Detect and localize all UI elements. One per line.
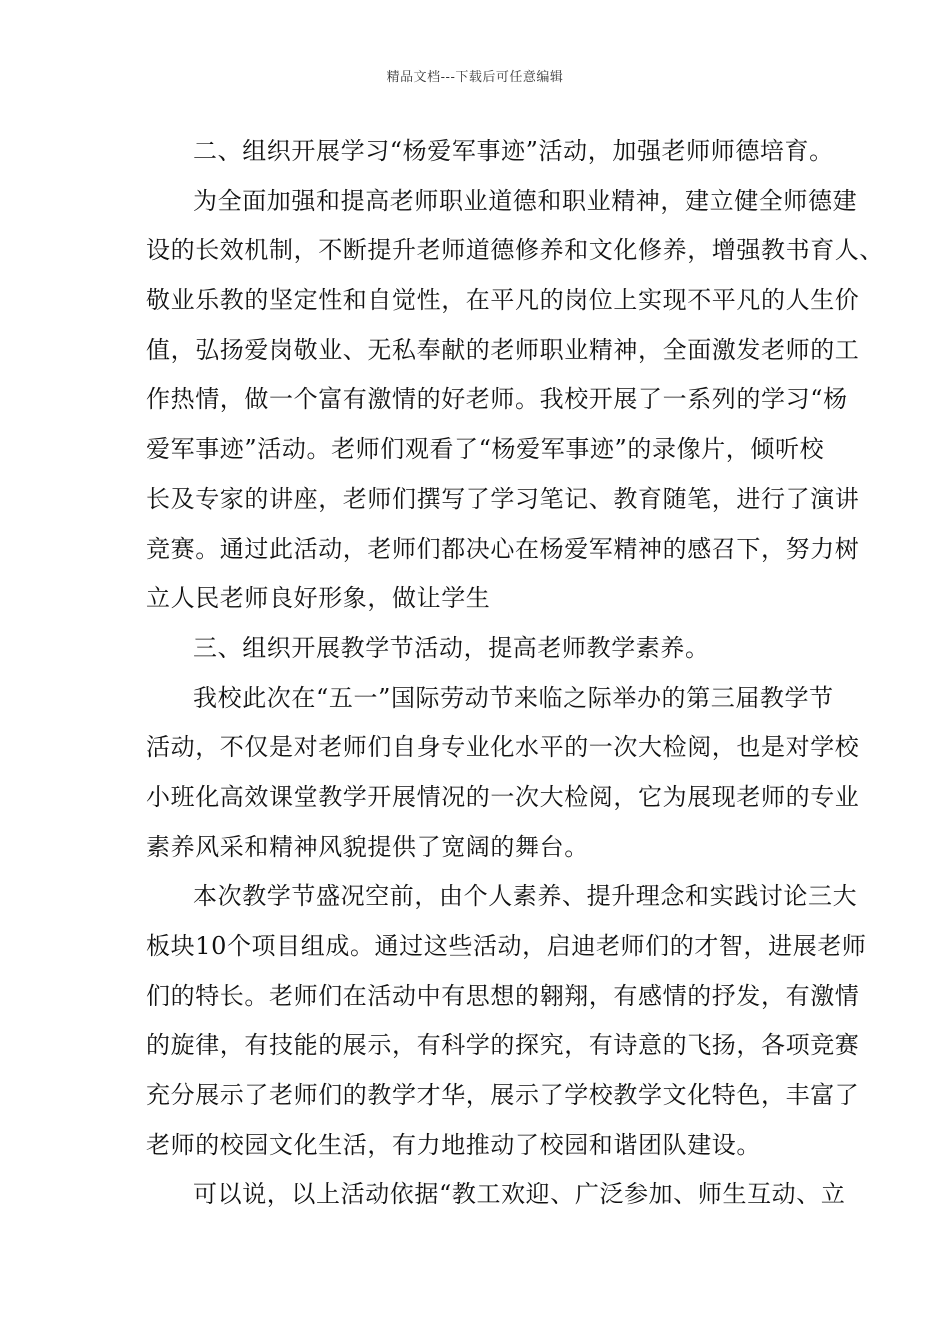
- text-line: 本次教学节盛况空前，由个人素养、提升理念和实践讨论三大: [193, 882, 858, 911]
- text-line: 板块10个项目组成。通过这些活动，启迪老师们的才智，进展老师: [146, 932, 867, 960]
- text-line: 我校此次在“五一”国际劳动节来临之际举办的第三届教学节: [193, 683, 834, 712]
- text-line: 竞赛。通过此活动，老师们都决心在杨爱军精神的感召下，努力树: [146, 534, 860, 563]
- text-line: 值，弘扬爱岗敬业、无私奉献的老师职业精神，全面激发老师的工: [146, 335, 860, 364]
- text-line: 敬业乐教的坚定性和自觉性，在平凡的岗位上实现不平凡的人生价: [146, 286, 860, 315]
- text-line: 为全面加强和提高老师职业道德和职业精神，建立健全师德建: [193, 186, 858, 215]
- section-heading-3: 三、组织开展教学节活动，提高老师教学素养。: [193, 633, 710, 662]
- text-line: 设的长效机制，不断提升老师道德修养和文化修养，增强教书育人、: [146, 236, 884, 265]
- text-line: 素养风采和精神风貌提供了宽阔的舞台。: [146, 832, 589, 861]
- text-line: 充分展示了老师们的教学才华，展示了学校教学文化特色，丰富了: [146, 1081, 860, 1110]
- section-heading-2: 二、组织开展学习“杨爱军事迹”活动，加强老师师德培育。: [193, 137, 834, 165]
- text-line: 长及专家的讲座，老师们撰写了学习笔记、教育随笔，进行了演讲: [146, 484, 860, 513]
- text-line: 立人民老师良好形象，做让学生: [146, 584, 491, 613]
- page-header: 精品文档---下载后可任意编辑: [386, 70, 564, 85]
- document-body: [146, 127, 884, 1220]
- text-line: 们的特长。老师们在活动中有思想的翱翔，有感情的抒发，有激情: [146, 981, 860, 1010]
- text-line: 的旋律，有技能的展示，有科学的探究，有诗意的飞扬，各项竞赛: [146, 1031, 860, 1060]
- text-line: 作热情，做一个富有激情的好老师。我校开展了一系列的学习“杨: [146, 385, 848, 414]
- text-line: 老师的校园文化生活，有力地推动了校园和谐团队建设。: [146, 1130, 761, 1159]
- text-line: 可以说，以上活动依据“教工欢迎、广泛参加、师生互动、立: [193, 1180, 846, 1209]
- text-line: 活动，不仅是对老师们自身专业化水平的一次大检阅，也是对学校: [146, 733, 860, 762]
- text-line: 小班化高效课堂教学开展情况的一次大检阅，它为展现老师的专业: [146, 782, 860, 811]
- text-line: 爱军事迹”活动。老师们观看了“杨爱军事迹”的录像片，倾听校: [146, 435, 825, 464]
